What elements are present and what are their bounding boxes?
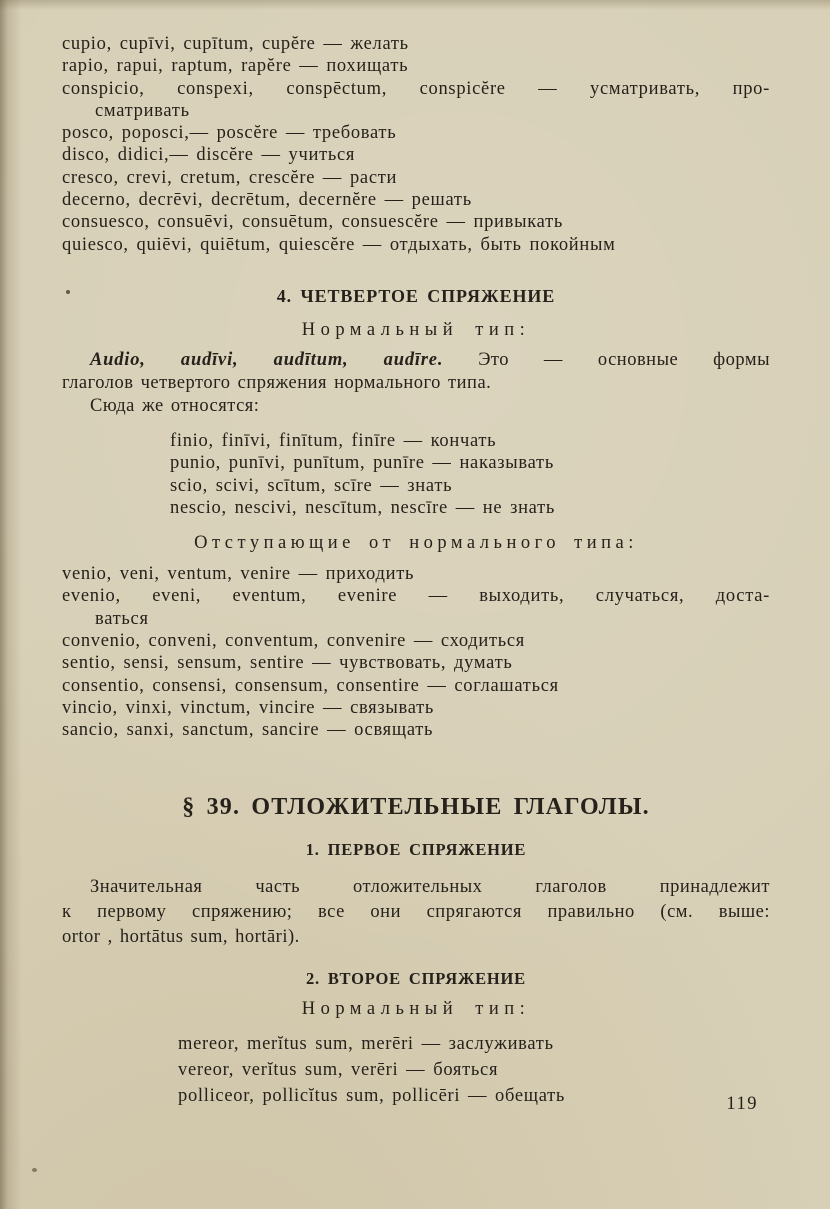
verb-entry: sancio, sanxi, sanctum, sancire — освящать — [62, 720, 434, 741]
page-number: 119 — [726, 1094, 758, 1114]
verb-entry: cupio, cupīvi, cupītum, cupĕre — желать — [62, 34, 409, 54]
first-conjugation-heading: 1. ПЕРВОЕ СПРЯЖЕНИЕ — [305, 839, 527, 859]
intro-line-1 — [62, 349, 770, 372]
verb-entry: sentio, sensi, sensum, sentire — чувствовать, думать — [62, 653, 513, 674]
ink-speck — [66, 290, 70, 294]
verb-entry: consentio, consensi, consensum, consentire — соглашаться — [62, 675, 559, 696]
verb-entry: venio, veni, ventum, venire — приходить — [62, 564, 415, 585]
second-conjugation-heading: 2. ВТОРОЕ СПРЯЖЕНИЕ — [306, 968, 526, 988]
verb-entry: rapio, rapui, raptum, rapĕre — похищать — [62, 56, 409, 77]
normal-type-subheading: Нормальный тип: — [301, 319, 531, 340]
verb-entry-continuation: сматривать — [95, 100, 190, 121]
paragraph-line: к первому спряжению; все они спрягаются правильно (см. выше: — [62, 901, 770, 922]
verb-entry: disco, didici,— discĕre — учиться — [62, 145, 356, 166]
verb-entry: finio, finīvi, finītum, finīre — кончать — [170, 430, 497, 451]
verb-entry: evenio, eveni, eventum, evenire — выходить, случаться, доста- — [62, 586, 770, 607]
second-conjugation-deponent-examples — [178, 1031, 770, 1109]
fourth-conjugation-intro — [62, 349, 770, 418]
intro-line-2: глаголов четвертого спряжения нормального типа. — [62, 372, 492, 393]
also-include-line: Сюда же относятся: — [90, 395, 260, 416]
verb-entry: decerno, decrēvi, decrētum, decernĕre — решать — [62, 190, 472, 211]
verb-entry: polliceor, pollicĭtus sum, pollicēri — обещать — [178, 1085, 566, 1106]
section-39-heading: § 39. ОТЛОЖИТЕЛЬНЫЕ ГЛАГОЛЫ. — [182, 793, 650, 820]
deviating-type-subheading: Отступающие от нормального типа: — [194, 533, 638, 554]
verb-entry: scio, scivi, scītum, scīre — знать — [170, 475, 453, 496]
third-conjugation-verb-list — [62, 33, 770, 256]
verb-entry: convenio, conveni, conventum, convenire — сходиться — [62, 631, 525, 652]
verb-entry: cresco, crevi, cretum, crescĕre — расти — [62, 167, 398, 188]
verb-entry: posco, poposci,— poscĕre — требовать — [62, 123, 397, 144]
verb-entry: punio, punīvi, punītum, punīre — наказывать — [170, 453, 554, 474]
verb-entry: mereor, merĭtus sum, merēri — заслуживать — [178, 1033, 554, 1054]
paragraph-line: Значительная часть отложительных глаголов принадлежит — [90, 876, 770, 897]
verb-entry: quiesco, quiēvi, quiētum, quiescĕre — отдыхать, быть покойным — [62, 234, 616, 255]
ink-speck — [32, 1168, 37, 1172]
fourth-conjugation-deviating-examples — [62, 563, 770, 741]
fourth-conjugation-heading: 4. ЧЕТВЕРТОЕ СПРЯЖЕНИЕ — [276, 285, 556, 306]
first-conjugation-paragraph — [62, 875, 770, 950]
latin-paradigm-lead: Audio, audīvi, audītum, audīre. — [90, 349, 444, 370]
verb-entry: consuesco, consuēvi, consuētum, consuescĕre — привыкать — [62, 212, 563, 233]
intro-line-1-rest: Это — основные формы — [478, 349, 770, 370]
verb-entry: vereor, verĭtus sum, verēri — бояться — [178, 1059, 499, 1080]
normal-type-subheading: Нормальный тип: — [301, 998, 531, 1019]
paragraph-line: ortor , hortātus sum, hortāri). — [62, 926, 300, 947]
verb-entry-continuation: ваться — [95, 608, 149, 629]
verb-entry: vincio, vinxi, vinctum, vincire — связывать — [62, 697, 435, 718]
fourth-conjugation-normal-examples — [170, 430, 770, 519]
verb-entry: nescio, nescivi, nescītum, nescīre — не знать — [170, 497, 556, 518]
verb-entry: conspicio, conspexi, conspēctum, conspicĕre — усматривать, про- — [62, 78, 770, 99]
